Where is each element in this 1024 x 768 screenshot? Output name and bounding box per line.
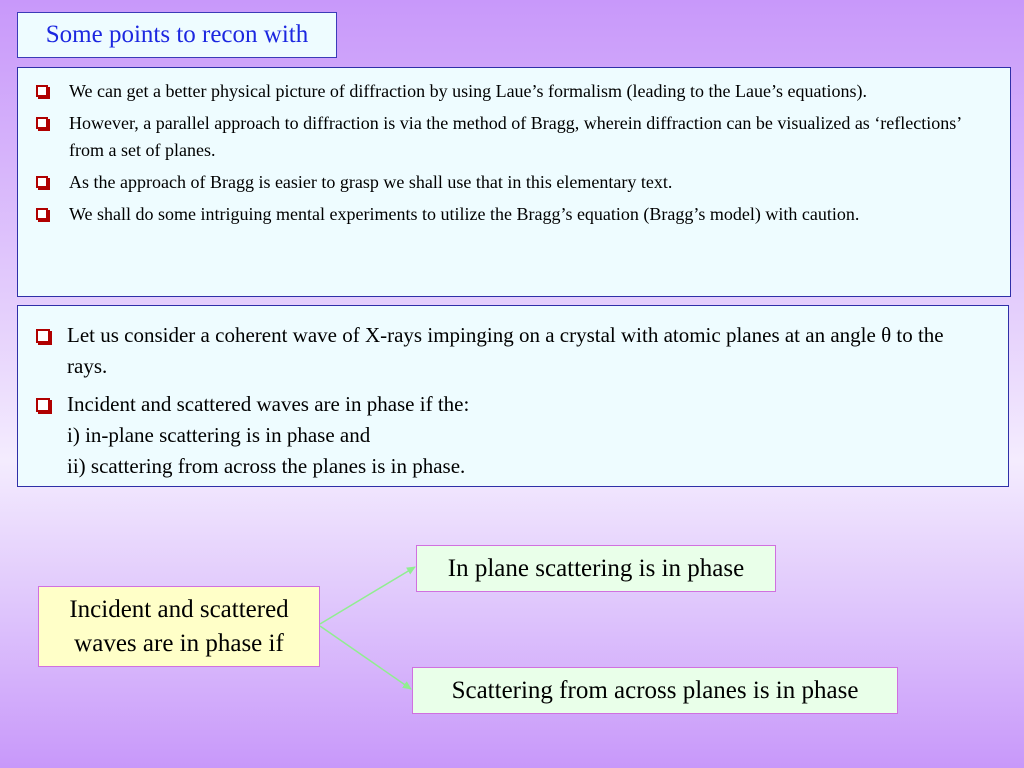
diagram-target-in-plane: In plane scattering is in phase bbox=[416, 545, 776, 592]
arrow-to-across-planes bbox=[320, 626, 411, 689]
sub-item-in-plane: i) in-plane scattering is in phase and bbox=[67, 423, 371, 447]
list-item-text: However, a parallel approach to diffraction is via the method of Bragg, wherein diffraction can be visualized as ‘reflections’ from a set of planes. bbox=[69, 113, 961, 160]
diagram-source-box bbox=[38, 586, 320, 667]
arrow-to-in-plane bbox=[320, 567, 415, 624]
slide-title: Some points to recon with bbox=[17, 12, 337, 58]
list-item-text: As the approach of Bragg is easier to grasp we shall use that in this elementary text. bbox=[69, 172, 673, 192]
list-item-text: Incident and scattered waves are in phase if the: bbox=[67, 392, 470, 416]
diagram-target-across-planes: Scattering from across planes is in phase bbox=[412, 667, 898, 714]
source-line-2: waves are in phase if bbox=[74, 629, 284, 657]
list-item-text: We can get a better physical picture of diffraction by using Laue’s formalism (leading to the Laue’s equations). bbox=[69, 81, 867, 101]
list-item-text: We shall do some intriguing mental experiments to utilize the Bragg’s equation (Bragg’s model) with caution. bbox=[69, 204, 860, 224]
sub-item-across-planes: ii) scattering from across the planes is in phase. bbox=[67, 454, 466, 478]
list-item-text: Let us consider a coherent wave of X-rays impinging on a crystal with atomic planes at an angle θ to the rays. bbox=[67, 323, 944, 378]
source-line-1: Incident and scattered bbox=[69, 595, 289, 623]
